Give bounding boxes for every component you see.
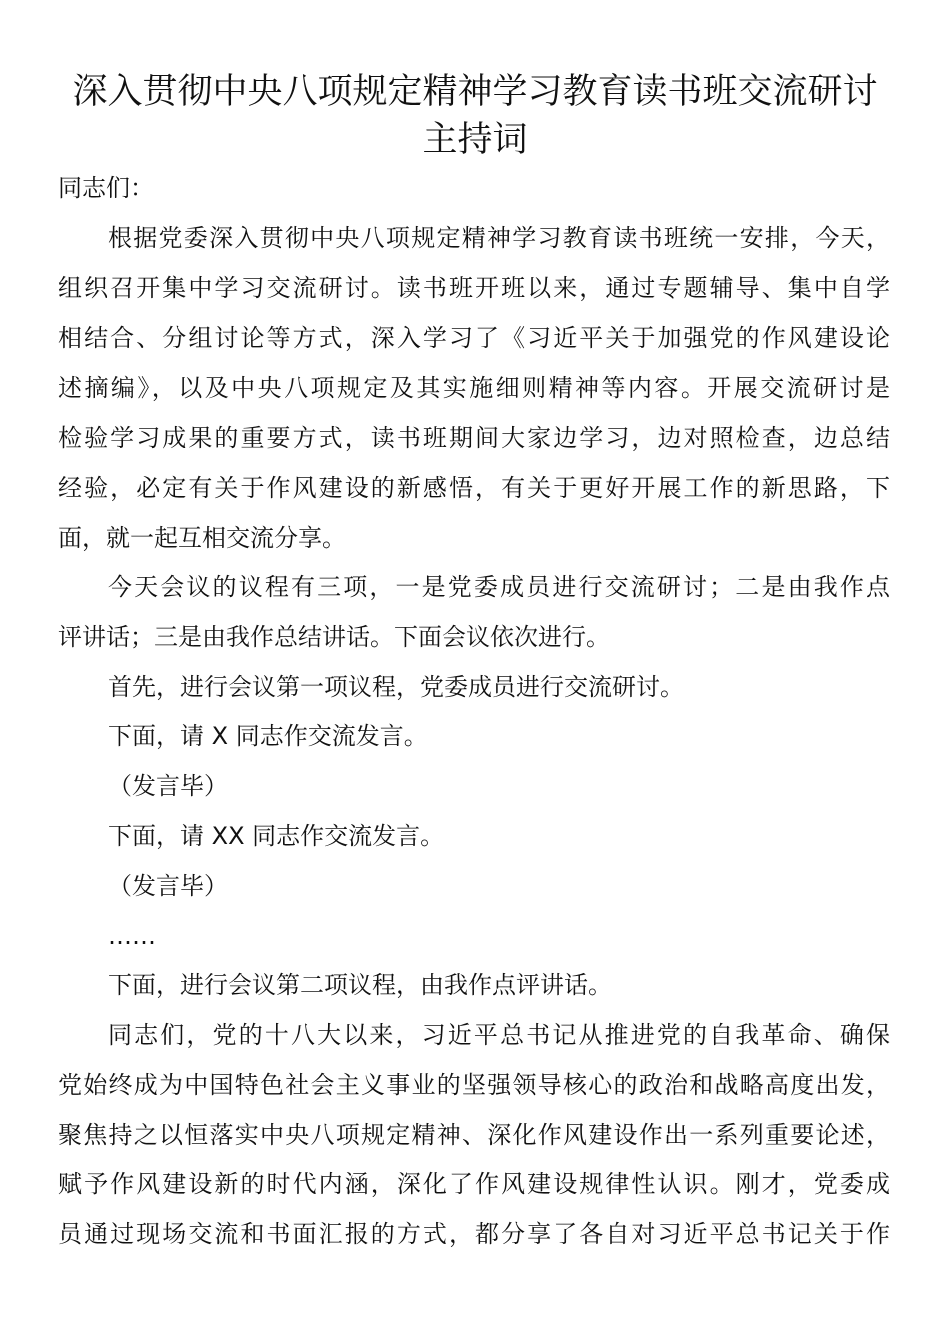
paragraph-line: 赋予作风建设新的时代内涵，深化了作风建设规律性认识。刚才，党委成 bbox=[58, 1170, 890, 1198]
paragraph-line: 组织召开集中学习交流研讨。读书班开班以来，通过专题辅导、集中自学 bbox=[58, 274, 890, 302]
paragraph-line: 下面，进行会议第二项议程，由我作点评讲话。 bbox=[108, 971, 612, 999]
paragraph-line: 述摘编》，以及中央八项规定及其实施细则精神等内容。开展交流研讨是 bbox=[58, 374, 890, 402]
paragraph-line: （发言毕） bbox=[108, 872, 228, 900]
paragraph-line: 相结合、分组讨论等方式，深入学习了《习近平关于加强党的作风建设论 bbox=[58, 324, 890, 352]
paragraph-line: 员通过现场交流和书面汇报的方式，都分享了各自对习近平总书记关于作 bbox=[58, 1220, 890, 1248]
paragraph-line: 下面，请 X 同志作交流发言。 bbox=[108, 722, 428, 750]
paragraph-line: 经验，必定有关于作风建设的新感悟，有关于更好开展工作的新思路，下 bbox=[58, 474, 890, 502]
paragraph-line: 党始终成为中国特色社会主义事业的坚强领导核心的政治和战略高度出发， bbox=[58, 1071, 890, 1099]
paragraph-line: …… bbox=[108, 922, 156, 950]
paragraph-line: 首先，进行会议第一项议程，党委成员进行交流研讨。 bbox=[108, 673, 684, 701]
paragraph-line: 检验学习成果的重要方式，读书班期间大家边学习，边对照检查，边总结 bbox=[58, 424, 890, 452]
paragraph-line: 根据党委深入贯彻中央八项规定精神学习教育读书班统一安排，今天， bbox=[108, 224, 890, 252]
paragraph-line: 同志们，党的十八大以来，习近平总书记从推进党的自我革命、确保 bbox=[108, 1021, 890, 1049]
paragraph-line: 面，就一起互相交流分享。 bbox=[58, 524, 346, 552]
paragraph-line: 评讲话；三是由我作总结讲话。下面会议依次进行。 bbox=[58, 623, 610, 651]
paragraph-line: 下面，请 XX 同志作交流发言。 bbox=[108, 822, 445, 850]
document-title-line-2: 主持词 bbox=[422, 120, 528, 160]
salutation: 同志们： bbox=[58, 174, 154, 202]
paragraph-line: 今天会议的议程有三项，一是党委成员进行交流研讨；二是由我作点 bbox=[108, 573, 890, 601]
paragraph-line: 聚焦持之以恒落实中央八项规定精神、深化作风建设作出一系列重要论述， bbox=[58, 1121, 890, 1149]
paragraph-line: （发言毕） bbox=[108, 772, 228, 800]
document-title-line-1: 深入贯彻中央八项规定精神学习教育读书班交流研讨 bbox=[72, 72, 878, 112]
